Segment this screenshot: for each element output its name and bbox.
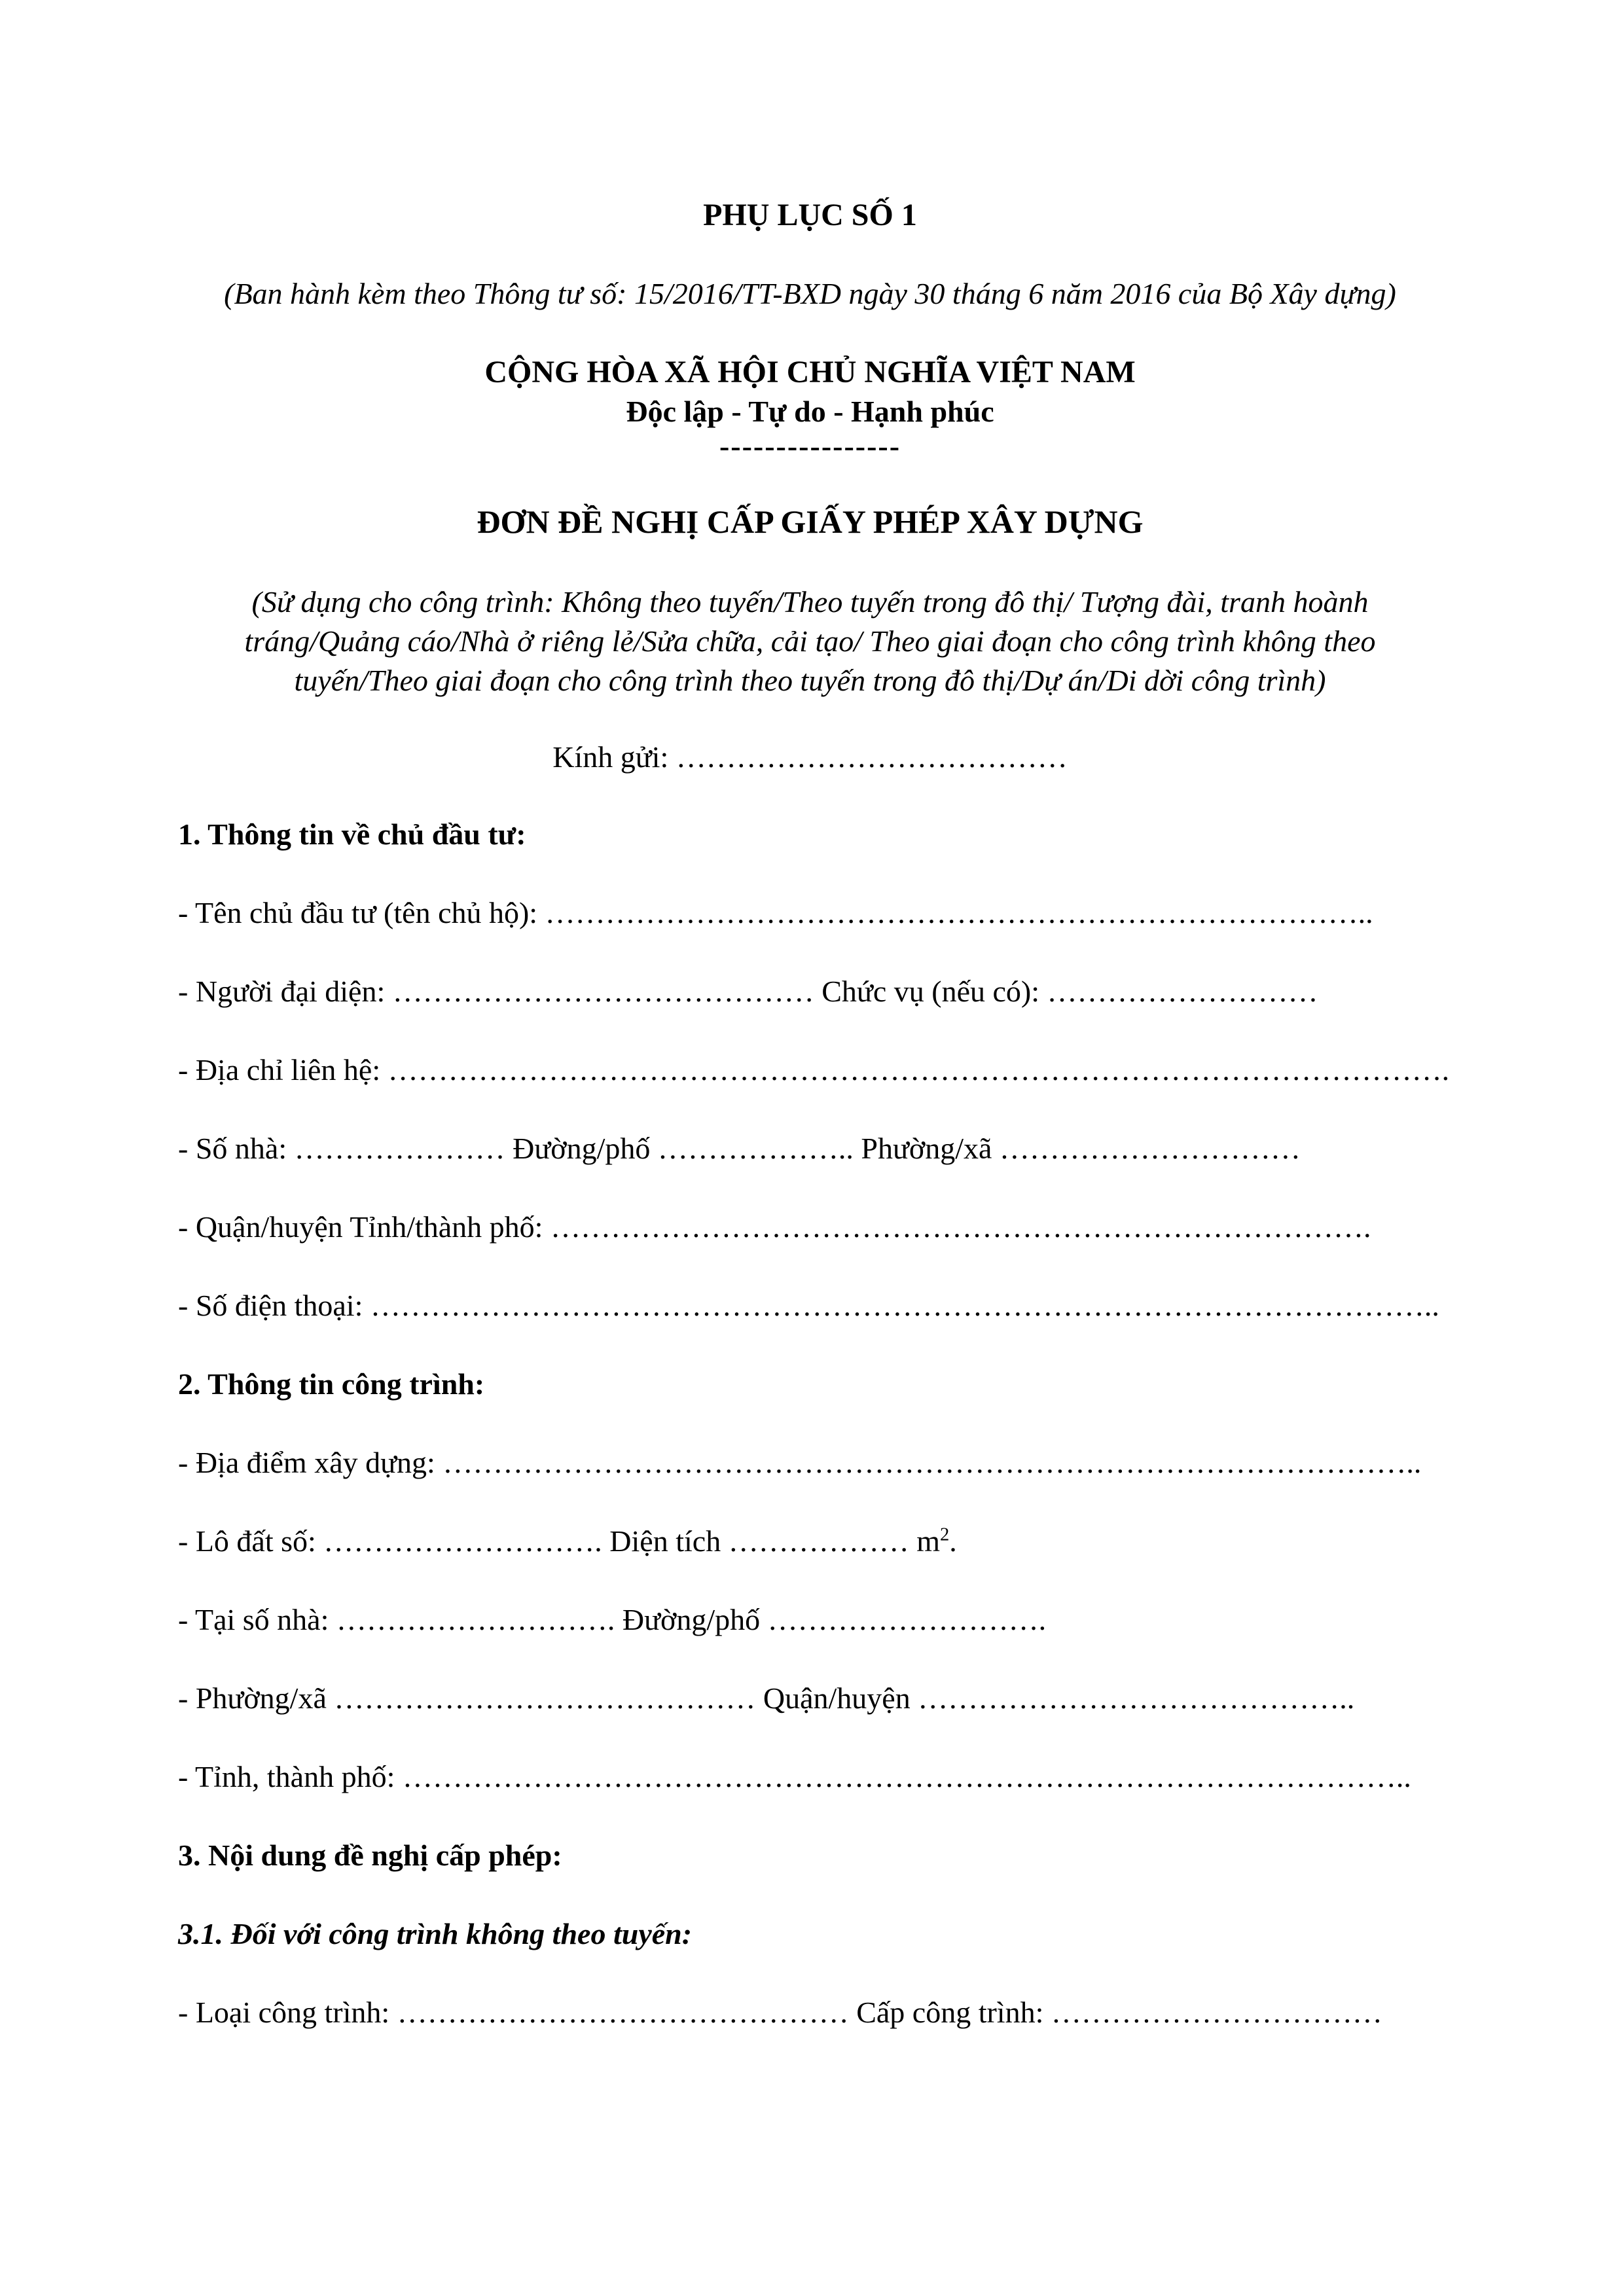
usage-note: (Sử dụng cho công trình: Không theo tuyến/Theo tuyến trong đô thị/ Tượng đài, tranh hoành tráng/Quảng cáo/Nhà ở riêng lẻ/Sửa chữa, cải tạo/ Theo giai đoạn cho công trình không theo tuyến/Theo giai đoạn cho công trình theo tuyến trong đô thị/Dự án/Di dời công trình)	[244, 585, 1376, 697]
field-line-owner-name: - Tên chủ đầu tư (tên chủ hộ): ………………………………………………………………………..	[178, 896, 1373, 929]
field-line-lot-number-area	[178, 1522, 1442, 1560]
appendix-title: PHỤ LỤC SỐ 1	[703, 198, 917, 232]
field-line-ward-district: - Phường/xã …………………………………… Quận/huyện ……………………………………..	[178, 1681, 1355, 1715]
field-line-district-province: - Quận/huyện Tỉnh/thành phố: ……………………………………………………………………….	[178, 1210, 1371, 1244]
area-unit-superscript: 2	[939, 1524, 950, 1545]
field-line-phone: - Số điện thoại: ……………………………………………………………………………………………..	[178, 1289, 1439, 1322]
lot-line-suffix: .	[949, 1524, 957, 1558]
form-title: ĐƠN ĐỀ NGHỊ CẤP GIẤY PHÉP XÂY DỰNG	[477, 503, 1144, 540]
motto-line: Độc lập - Tự do - Hạnh phúc	[626, 395, 994, 428]
field-line-house-number: - Số nhà: ………………… Đường/phố ……………….. Phường/xã …………………………	[178, 1132, 1301, 1165]
issuance-note: (Ban hành kèm theo Thông tư số: 15/2016/TT-BXD ngày 30 tháng 6 năm 2016 của Bộ Xây dựng)	[224, 277, 1396, 310]
salutation-line: Kính gửi: …………………………………	[552, 740, 1068, 774]
section-2-heading: 2. Thông tin công trình:	[178, 1367, 485, 1401]
header-divider: ----------------	[719, 429, 901, 463]
field-line-contact-address: - Địa chỉ liên hệ: …………………………………………………………………………………………….	[178, 1053, 1450, 1086]
section-1-heading: 1. Thông tin về chủ đầu tư:	[178, 817, 526, 851]
field-line-construction-site: - Địa điểm xây dựng: ……………………………………………………………………………………..	[178, 1446, 1422, 1479]
republic-line: CỘNG HÒA XÃ HỘI CHỦ NGHĨA VIỆT NAM	[484, 355, 1136, 389]
field-line-representative: - Người đại diện: …………………………………… Chức vụ (nếu có): ………………………	[178, 975, 1318, 1008]
field-line-province-city: - Tỉnh, thành phố: ………………………………………………………………………………………..	[178, 1760, 1411, 1793]
lot-line-prefix: - Lô đất số: ………………………. Diện tích ……………… m	[178, 1524, 940, 1558]
field-line-at-house-number: - Tại số nhà: ………………………. Đường/phố ……………………….	[178, 1603, 1047, 1636]
section-3-heading: 3. Nội dung đề nghị cấp phép:	[178, 1839, 562, 1872]
section-3-1-subheading: 3.1. Đối với công trình không theo tuyến:	[178, 1917, 693, 1950]
field-line-construction-type: - Loại công trình: ……………………………………… Cấp công trình: ……………………………	[178, 1996, 1382, 2029]
